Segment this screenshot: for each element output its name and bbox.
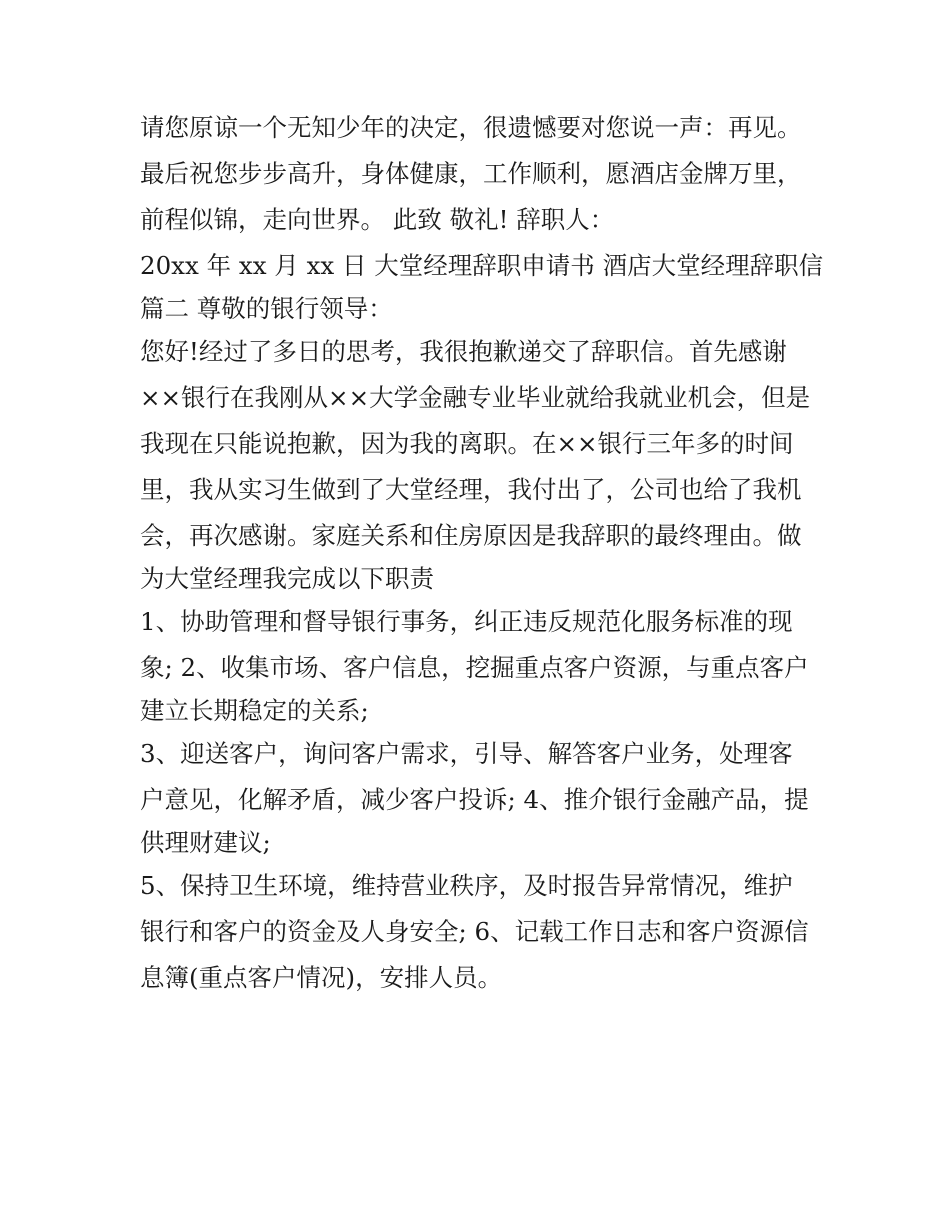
text-line: 象; 2、收集市场、客户信息，挖掘重点客户资源，与重点客户 [140, 653, 809, 682]
text-line: 建立长期稳定的关系; [140, 696, 369, 725]
text-line: 最后祝您步步高升，身体健康，工作顺利，愿酒店金牌万里， [140, 159, 802, 188]
text-line: 前程似锦，走向世界。 此致 敬礼! 辞职人： [140, 205, 615, 234]
text-line: 您好!经过了多日的思考，我很抱歉递交了辞职信。首先感谢 [140, 337, 787, 366]
text-line: 为大堂经理我完成以下职责 [140, 564, 434, 593]
document-body [140, 105, 824, 1001]
text-line: 5、保持卫生环境，维持营业秩序，及时报告异常情况，维护 [140, 871, 793, 900]
text-line: 里，我从实习生做到了大堂经理，我付出了，公司也给了我机 [140, 475, 802, 504]
text-line: 银行和客户的资金及人身安全; 6、记载工作日志和客户资源信 [140, 917, 809, 946]
text-line: ××银行在我刚从××大学金融专业毕业就给我就业机会，但是 [140, 383, 811, 412]
text-line: 20xx 年 xx 月 xx 日 大堂经理辞职申请书 酒店大堂经理辞职信 [140, 251, 824, 280]
text-line: 请您原谅一个无知少年的决定，很遗憾要对您说一声：再见。 [140, 113, 802, 142]
text-line: 篇二 尊敬的银行领导： [140, 294, 393, 323]
text-line: 会，再次感谢。家庭关系和住房原因是我辞职的最终理由。做 [140, 521, 802, 550]
text-line: 我现在只能说抱歉，因为我的离职。在××银行三年多的时间 [140, 429, 794, 458]
text-line: 户意见，化解矛盾，减少客户投诉; 4、推介银行金融产品，提 [140, 785, 809, 814]
text-line: 1、协助管理和督导银行事务，纠正违反规范化服务标准的现 [140, 607, 793, 636]
text-line: 供理财建议; [140, 828, 271, 857]
text-line: 息簿(重点客户情况)，安排人员。 [140, 963, 503, 992]
text-line: 3、迎送客户，询问客户需求，引导、解答客户业务，处理客 [140, 739, 793, 768]
